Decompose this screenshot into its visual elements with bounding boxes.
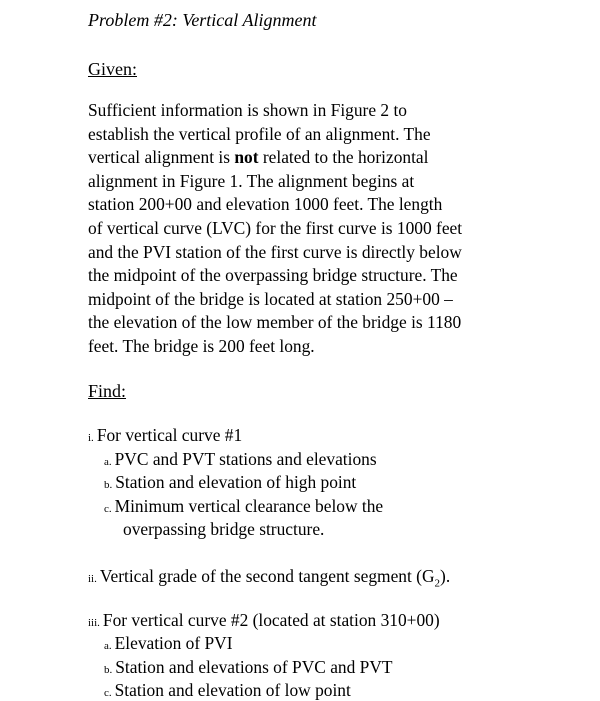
list-marker: a. xyxy=(104,640,112,652)
given-line: station 200+00 and elevation 1000 feet. The length xyxy=(88,194,443,215)
given-line: vertical alignment is not related to the horizontal xyxy=(88,147,429,168)
find-subitem-i-b xyxy=(104,472,356,493)
find-subitem-iii-c xyxy=(104,680,351,701)
list-marker: b. xyxy=(104,479,113,491)
problem-title: Problem #2: Vertical Alignment xyxy=(88,10,317,30)
emphasis-not: not xyxy=(234,147,259,168)
given-line: the elevation of the low member of the bridge is 1180 xyxy=(88,312,462,333)
given-line: Sufficient information is shown in Figure 2 to xyxy=(88,100,407,120)
find-item-ii xyxy=(88,566,450,589)
find-item-iii xyxy=(88,610,440,631)
list-marker: iii. xyxy=(88,617,100,629)
find-heading: Find: xyxy=(88,381,127,401)
find-subitem-iii-a xyxy=(104,633,233,654)
list-marker: i. xyxy=(88,432,94,444)
find-subitem-i-c xyxy=(104,496,383,517)
find-subitem-text: PVC and PVT stations and elevations xyxy=(114,449,377,469)
find-subitem-text: Station and elevations of PVC and PVT xyxy=(115,657,393,677)
grade-subscript: 2 xyxy=(434,577,441,590)
given-line: establish the vertical profile of an alignment. The xyxy=(88,123,431,144)
find-subitem-text: Station and elevation of low point xyxy=(114,680,351,700)
list-marker: a. xyxy=(104,456,112,468)
find-item-text: Vertical grade of the second tangent segment $(G_2)$. xyxy=(99,566,451,590)
given-line: feet. The bridge is 200 feet long. xyxy=(88,335,315,356)
given-line: and the PVI station of the first curve is directly below xyxy=(88,241,462,262)
find-subitem-text: Station and elevation of high point xyxy=(115,472,357,492)
given-line: of vertical curve (LVC) for the first curve is 1000 feet xyxy=(88,217,463,238)
find-subitem-text: Minimum vertical clearance below the xyxy=(114,496,384,516)
list-marker: c. xyxy=(104,503,112,515)
given-line: the midpoint of the overpassing bridge structure. The xyxy=(88,265,458,286)
list-marker: c. xyxy=(104,687,112,699)
find-subitem-i-a xyxy=(104,449,377,470)
given-heading: Given: xyxy=(88,59,137,79)
given-paragraph xyxy=(88,99,518,359)
find-subitem-iii-b xyxy=(104,657,393,678)
find-subitem-continuation: overpassing bridge structure. xyxy=(123,519,325,539)
list-marker: b. xyxy=(104,664,113,676)
find-item-i xyxy=(88,425,242,446)
list-marker: ii. xyxy=(88,573,97,585)
given-line: alignment in Figure 1. The alignment begins at xyxy=(88,170,415,191)
find-item-text: For vertical curve #2 (located at station 310+00) xyxy=(102,610,440,630)
given-line: midpoint of the bridge is located at station 250+00 – xyxy=(88,288,453,309)
find-subitem-text: Elevation of PVI xyxy=(114,633,233,653)
find-item-text: For vertical curve #1 xyxy=(96,425,243,445)
